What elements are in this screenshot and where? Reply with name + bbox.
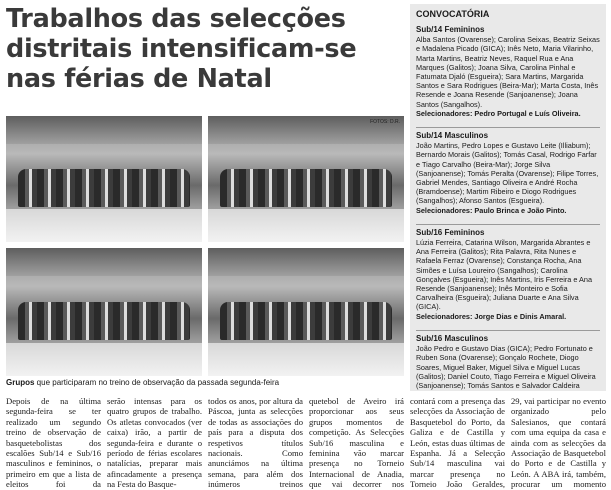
article-column: todos os anos, por altura da Páscoa, junta as selecções de todas as associações do país para a disputa dos respetivos títulos nacionais. Como anunciámos na última semana, para além dos inúmeros treinos bbox=[208, 396, 303, 490]
article-column: serão intensas para os quatro grupos de trabalho. Os atletas convocados (ver caixa) irão, a partir de segunda-feira e durante o período de férias escolares natalícias, preparar mais afincadamente a presença na Festa do Basque- bbox=[107, 396, 202, 490]
roster-players: Alba Santos (Ovarense); Carolina Seixas, Beatriz Seixas e Madalena Picado (GICA); Inês Neto, Maria Vilarinho, Marta Martins, Beatriz Neves, Raquel Rua e Ana Marques (Galitos); Joana Silva, Carolina Pinhal e Fatumata Djaló (Esgueira); Sara Martins, Margarida Santos e Sara Rodrigues (Beira-Mar); Marta Costa, Inês Resende e Joana Resende (Sanjoanense); Joana Santos (Sangalhos). bbox=[416, 35, 600, 109]
section-divider bbox=[416, 127, 600, 128]
team-photo-3 bbox=[6, 248, 202, 376]
roster-heading: Sub/16 Masculinos bbox=[416, 333, 489, 343]
roster-section bbox=[410, 131, 606, 221]
roster-selectors: Selecionadores: Jorge Dias e Dinis Amaral. bbox=[416, 311, 567, 321]
photo-caption bbox=[6, 378, 406, 388]
convocatoria-title: CONVOCATÓRIA bbox=[416, 9, 490, 19]
article-body bbox=[6, 396, 606, 490]
roster-section bbox=[410, 334, 606, 391]
roster-selectors: Selecionadores: Paulo Brinca e João Pinto. bbox=[416, 205, 567, 215]
convocatoria-box bbox=[410, 4, 606, 391]
roster-players: Lúzia Ferreira, Catarina Wilson, Margarida Abrantes e Ana Ferreira (Galitos); Rita Palavra, Rita Nunes e Rafaela Ferraz (Ovarense); Constança Rocha, Ana Simões e Luísa Loureiro (Sangalhos); Carolina Gonçalves (Esgueira); Inês Martins, Iris Ferreira e Ana Resende (Sanjoanense); Inês Monteiro e Sofia Carvalheira (Esgueira); Juliana Duarte e Ana Silva (GICA). bbox=[416, 238, 593, 312]
roster-heading: Sub/16 Femininos bbox=[416, 227, 485, 237]
roster-heading: Sub/14 Masculinos bbox=[416, 131, 489, 141]
roster-selectors: Selecionadores: Pedro Portugal e Luís Oliveira. bbox=[416, 108, 581, 118]
caption-text: que participaram no treino de observação da passada segunda-feira bbox=[34, 378, 280, 387]
roster-heading: Sub/14 Femininos bbox=[416, 25, 485, 34]
article-column: contará com a presença das selecções da Associação de Basquetebol do Porto, da Galiza e de Castilla y León, estas duas últimas de Espanha. Já a Selecção Sub/14 masculina vai marcar presença no Torneio João Geraldes, bbox=[410, 396, 505, 490]
roster-section bbox=[410, 228, 606, 327]
headline: Trabalhos das selecções distritais intensificam-se nas férias de Natal bbox=[6, 4, 357, 94]
roster-players: João Pedro e Gustavo Dias (GICA); Pedro Fortunato e Ruben Sona (Ovarense); Gonçalo Rochete, Diogo Soares, Miguel Baker, Miguel Silva e Miguel Lucas (Galitos); Daniel Couto, Tiago Ferreira e Miguel Oliveira (Sanjoanense); Tomás Santos e Salvador Caldeira bbox=[416, 344, 596, 390]
team-photo-4 bbox=[208, 248, 404, 376]
article-column: quetebol de Aveiro irá proporcionar aos seus grupos momentos de competição. As Selecções Sub/16 masculina e feminina vão marcar presença no Torneio Internacional de Anadia, que vai decorrer nos bbox=[309, 396, 404, 490]
team-photo-1 bbox=[6, 116, 202, 242]
roster-players: João Martins, Pedro Lopes e Gustavo Leite (Illiabum); Bernardo Morais (Galitos); Tomás Casal, Rodrigo Farfar e Tiago Carvalho (Beira-Mar); Jorge Silva (Sanjoanense); Tomás Peralta (Ovarense); Filipe Torres, Gabriel Mendes, Santiago Oliveira e André Rocha (Bramdoense); Martim Ribeiro e Diogo Rodrigues (Sangalhos); Afonso Santos (Esgueira). bbox=[416, 141, 599, 206]
article-column: 29, vai participar no evento organizado pelo Salesianos, que contará com uma equipa da casa e ainda com as selecções da Associação de Basquetebol do Porto e de Castilla y León. A ABA irá, também, procurar um momento bbox=[511, 396, 606, 490]
article-column: Depois de na última segunda-feira se ter realizado um segundo treino de observação de basquetebolistas dos escalões Sub/14 e Sub/16 masculinos e femininos, o primeiro em que a lista de eleitos foi da bbox=[6, 396, 101, 490]
caption-lead: Grupos bbox=[6, 378, 35, 387]
roster-section bbox=[410, 25, 606, 124]
section-divider bbox=[416, 224, 600, 225]
team-photo-2 bbox=[208, 116, 404, 242]
photo-credit: FOTOS: D.R. bbox=[370, 119, 400, 125]
section-divider bbox=[416, 330, 600, 331]
